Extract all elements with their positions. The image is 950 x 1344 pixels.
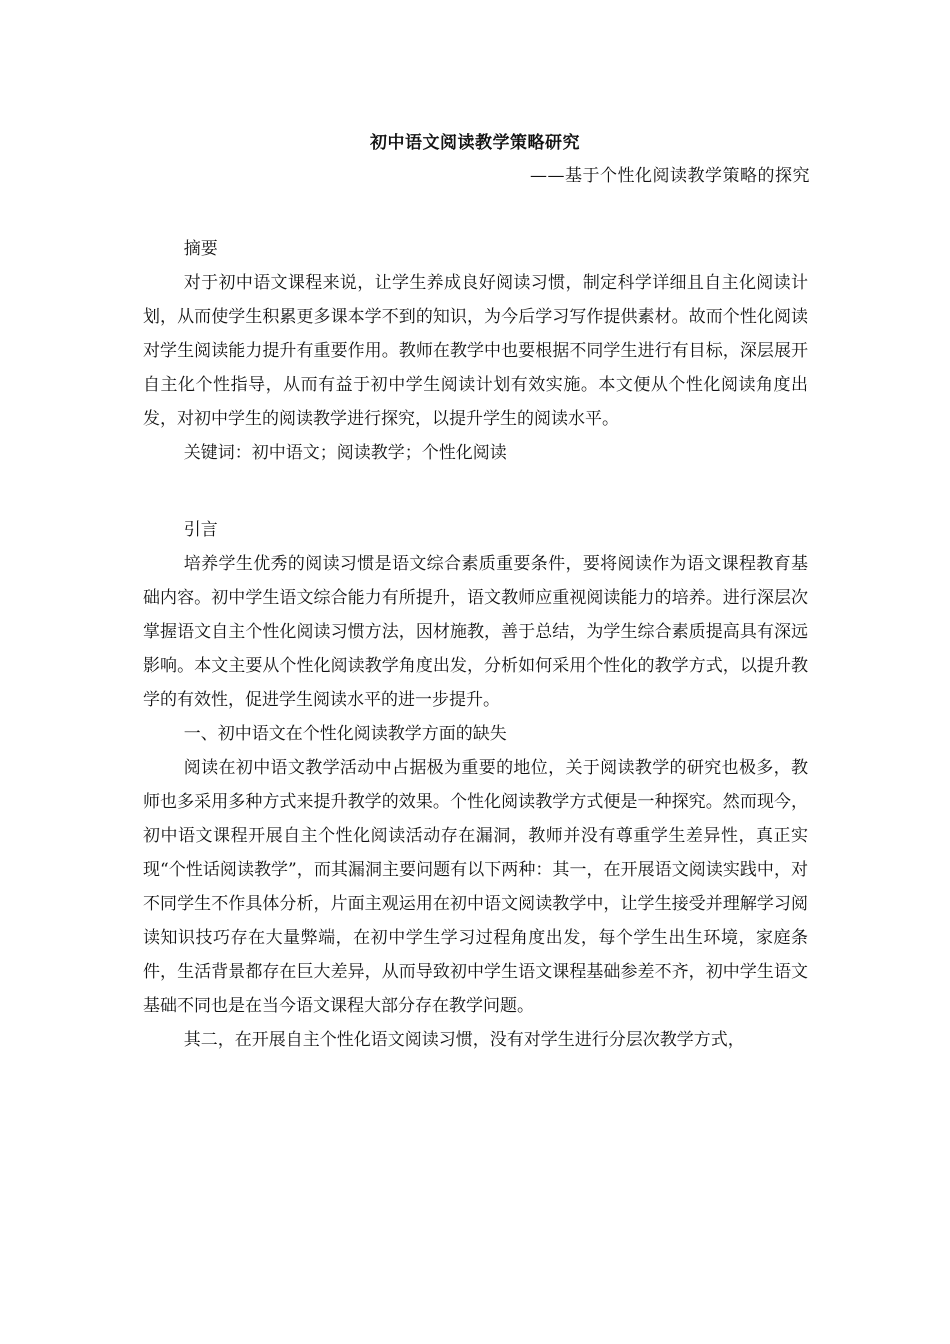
abstract-heading: 摘要 [183, 239, 218, 259]
document-subtitle: ——基于个性化阅读教学策略的探究 [530, 166, 810, 186]
section1-paragraph-1: 阅读在初中语文教学活动中占据极为重要的地位，关于阅读教学的研究也极多，教师也多采用多种方式来提升教学的效果。个性化阅读教学方式便是一种探究。然而现今，初中语文课程开展自主个性化阅读活动存在漏洞，教师并没有尊重学生差异性，真正实现“个性话阅读教学”，而其漏洞主要问题有以下两种：其一，在开展语文阅读实践中，对不同学生不作具体分析，片面主观运用在初中语文阅读教学中，让学生接受并理解学习阅读知识技巧存在大量弊端，在初中学生学习过程角度出发，每个学生出生环境，家庭条件，生活背景都存在巨大差异，从而导致初中学生语文课程基础参差不齐，初中学生语文基础不同也是在当今语文课程大部分存在教学问题。 [143, 758, 808, 1016]
section-spacer [143, 470, 808, 504]
keywords-line: 关键词：初中语文；阅读教学；个性化阅读 [183, 443, 507, 463]
intro-heading: 引言 [183, 520, 218, 540]
section1-heading: 一、初中语文在个性化阅读教学方面的缺失 [183, 724, 507, 744]
intro-paragraph: 培养学生优秀的阅读习惯是语文综合素质重要条件，要将阅读作为语文课程教育基础内容。初中学生语文综合能力有所提升，语文教师应重视阅读能力的培养。进行深层次掌握语文自主个性化阅读习惯方法，因材施教，善于总结，为学生综合素质提高具有深远影响。本文主要从个性化阅读教学角度出发，分析如何采用个性化的教学方式，以提升教学的有效性，促进学生阅读水平的进一步提升。 [143, 554, 808, 710]
section1-paragraph-2: 其二，在开展自主个性化语文阅读习惯，没有对学生进行分层次教学方式， [183, 1030, 745, 1050]
abstract-paragraph: 对于初中语文课程来说，让学生养成良好阅读习惯，制定科学详细且自主化阅读计划，从而使学生积累更多课本学不到的知识，为今后学习写作提供素材。故而个性化阅读对学生阅读能力提升有重要作用。教师在教学中也要根据不同学生进行有目标，深层展开自主化个性指导，从而有益于初中学生阅读计划有效实施。本文便从个性化阅读角度出发，对初中学生的阅读教学进行探究，以提升学生的阅读水平。 [143, 273, 808, 429]
document-title: 初中语文阅读教学策略研究 [370, 133, 580, 153]
document-body [143, 232, 808, 1057]
section-spacer-small [143, 504, 808, 513]
